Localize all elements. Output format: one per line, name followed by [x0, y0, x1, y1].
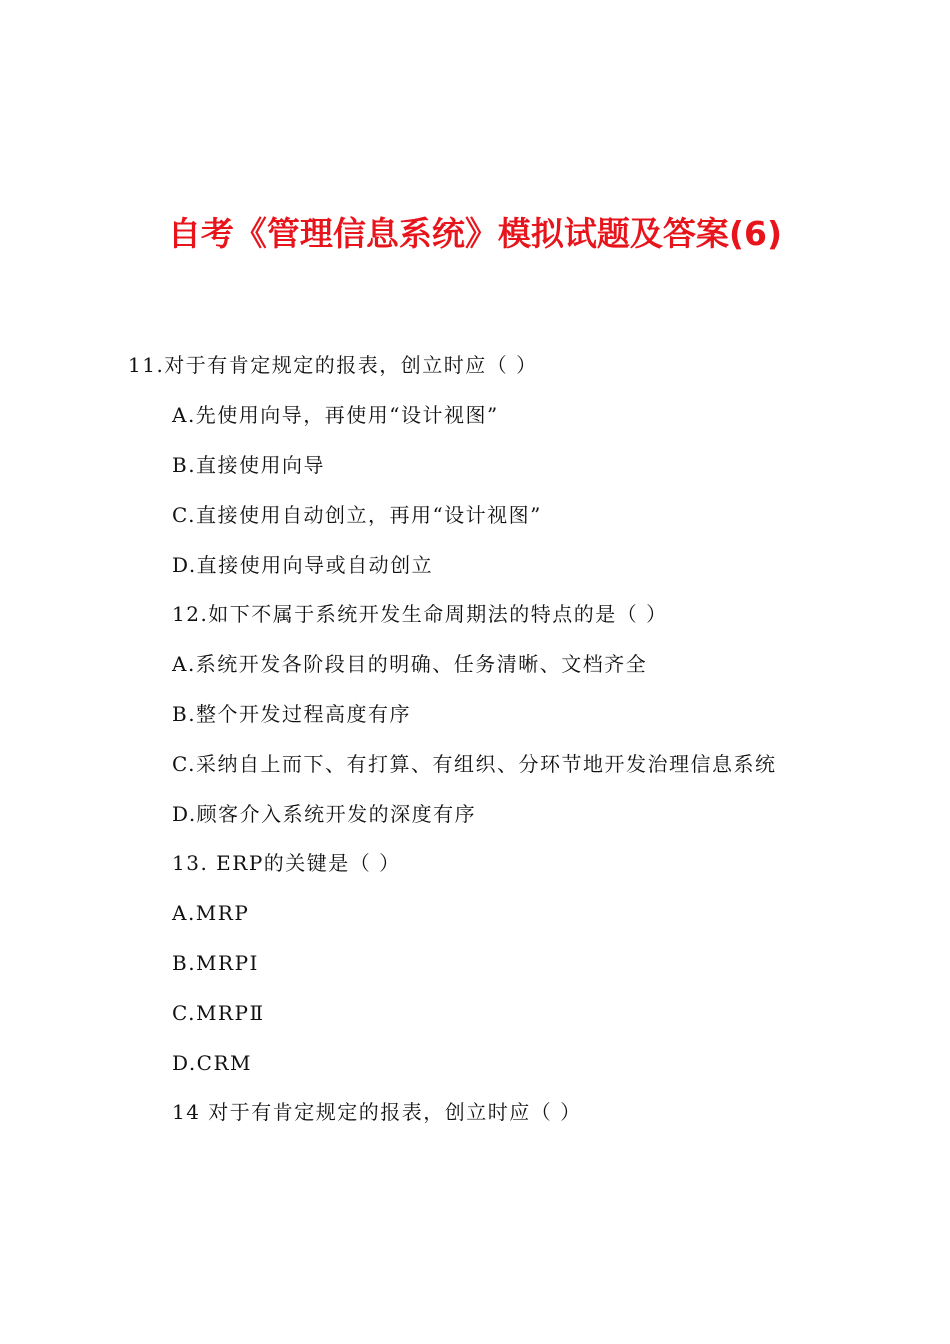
document-title: 自考《管理信息系统》模拟试题及答案(6) [167, 214, 783, 253]
option-11-a: A.先使用向导，再使用“设计视图” [172, 403, 499, 427]
option-12-b: B.整个开发过程高度有序 [172, 702, 412, 726]
option-13-a: A.MRP [172, 901, 250, 925]
question-12: 12.如下不属于系统开发生命周期法的特点的是（ ） [172, 602, 668, 626]
option-13-b: B.MRPI [172, 951, 259, 975]
question-11: 11.对于有肯定规定的报表，创立时应（ ） [128, 353, 538, 377]
option-12-d: D.顾客介入系统开发的深度有序 [172, 802, 477, 826]
option-13-c: C.MRPⅡ [172, 1001, 265, 1025]
question-13: 13. ERP的关键是（ ） [172, 851, 401, 875]
option-12-c: C.采纳自上而下、有打算、有组织、分环节地开发治理信息系统 [172, 752, 777, 776]
option-11-d: D.直接使用向导或自动创立 [172, 553, 434, 577]
question-14: 14 对于有肯定规定的报表，创立时应（ ） [172, 1100, 582, 1124]
option-11-c: C.直接使用自动创立，再用“设计视图” [172, 503, 542, 527]
option-12-a: A.系统开发各阶段目的明确、任务清晰、文档齐全 [172, 652, 648, 676]
option-13-d: D.CRM [172, 1051, 253, 1075]
option-11-b: B.直接使用向导 [172, 453, 326, 477]
